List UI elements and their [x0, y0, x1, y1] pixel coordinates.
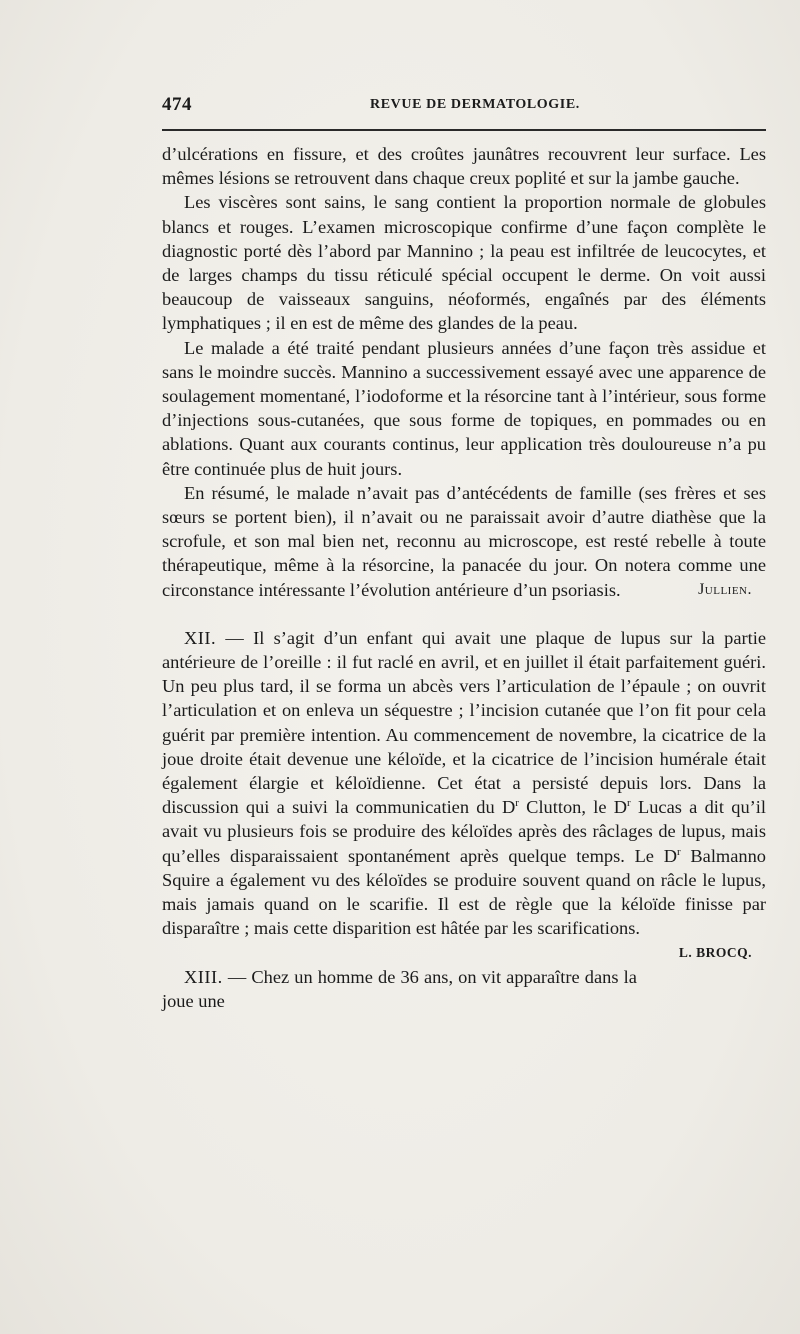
section-xii: [162, 626, 767, 960]
page-number: 474: [162, 94, 192, 115]
superscript: r: [627, 797, 631, 810]
section-number: XII.: [184, 627, 217, 648]
paragraph: Le malade a été traité pendant plusieurs années d’une façon très assidue et sans le moindre succès. Mannino a successivement essayé avec une apparence de soulagement momentané, l’iodoforme et la résorcine tant à l’intérieur, sous forme d’injections sous-cutanées, que sous forme de topiques, en pommades ou en ablations. Quant aux courants continus, leur application très douloureuse n’a pu être continuée plus de huit jours.: [162, 337, 766, 479]
section-text: — Chez un homme de 36 ans, on vit apparaître dans la joue une: [162, 966, 637, 1011]
page-header: [162, 94, 766, 122]
header-rule: [162, 129, 766, 131]
body-text: [162, 142, 766, 1013]
section-xiii: [162, 965, 766, 1013]
superscript: r: [676, 845, 681, 858]
section-number: XIII.: [184, 966, 223, 987]
author-signature: L. BROCQ.: [678, 944, 752, 960]
paragraph-text: En résumé, le malade n’avait pas d’antécédents de famille (ses frères et ses sœurs se portent bien), il n’avait ou ne paraissait avoir d’autre diathèse que la scrofule, et son mal bien net, reconnu au microscope, est resté rebelle à toute thérapeutique, même à la résorcine, la panacée du jour. On notera comme une circonstance intéressante l’évolution antérieure d’un psoriasis.: [162, 482, 766, 600]
section-text: Clutton, le D: [518, 797, 628, 818]
paragraph: d’ulcérations en fissure, et des croûtes jaunâtres recouvrent leur surface. Les mêmes lésions se retrouvent dans chaque creux poplité et sur la jambe gauche.: [162, 144, 766, 189]
paragraph: [162, 481, 766, 602]
running-title: REVUE DE DERMATOLOGIE.: [370, 97, 580, 112]
section-text: Lucas a dit qu’il avait vu plusieurs fois se produire des kéloïdes après des râclages de lupus, mais qu’elles disparaissaient spontanément après quelque temps. Le D: [162, 797, 767, 866]
superscript: r: [515, 797, 519, 810]
section-text: Balmanno Squire a également vu des kéloïdes se produire souvent quand on râcle le lupus, mais jamais quand on le scarifie. Il est de règle que la kéloïde finisse par disparaître ; mais cette disparition est hâtée par les scarifications.: [162, 845, 766, 939]
author-signature: Jullien.: [698, 580, 752, 598]
section-text: — Il s’agit d’un enfant qui avait une plaque de lupus sur la partie antérieure de l’oreille : il fut raclé en avril, et en juillet il était parfaitement guéri. Un peu plus tard, il se forma un abcès vers l’articulation de l’épaule ; on ouvrit l’articulation et on enleva un séquestre ; l’incision cutanée que l’on fit pour cela guérit par première intention. Au commencement de novembre, la cicatrice de la joue droite était devenue une kéloïde, et la cicatrice de l’incision humérale était également élargie et kéloïdienne. Cet état a persisté depuis lors. Dans la discussion qui a suivi la communicatien du D: [162, 627, 766, 818]
paragraph: Les viscères sont sains, le sang contient la proportion normale de globules blancs et rouges. L’examen microscopique confirme d’une façon complète le diagnostic porté dès l’abord par Mannino ; la peau est infiltrée de leucocytes, et de larges champs du tissu réticulé spécial occupent le derme. On voit aussi beaucoup de vaisseaux sanguins, néoformés, engaînés par des éléments lymphatiques ; il en est de même des glandes de la peau.: [162, 192, 766, 334]
